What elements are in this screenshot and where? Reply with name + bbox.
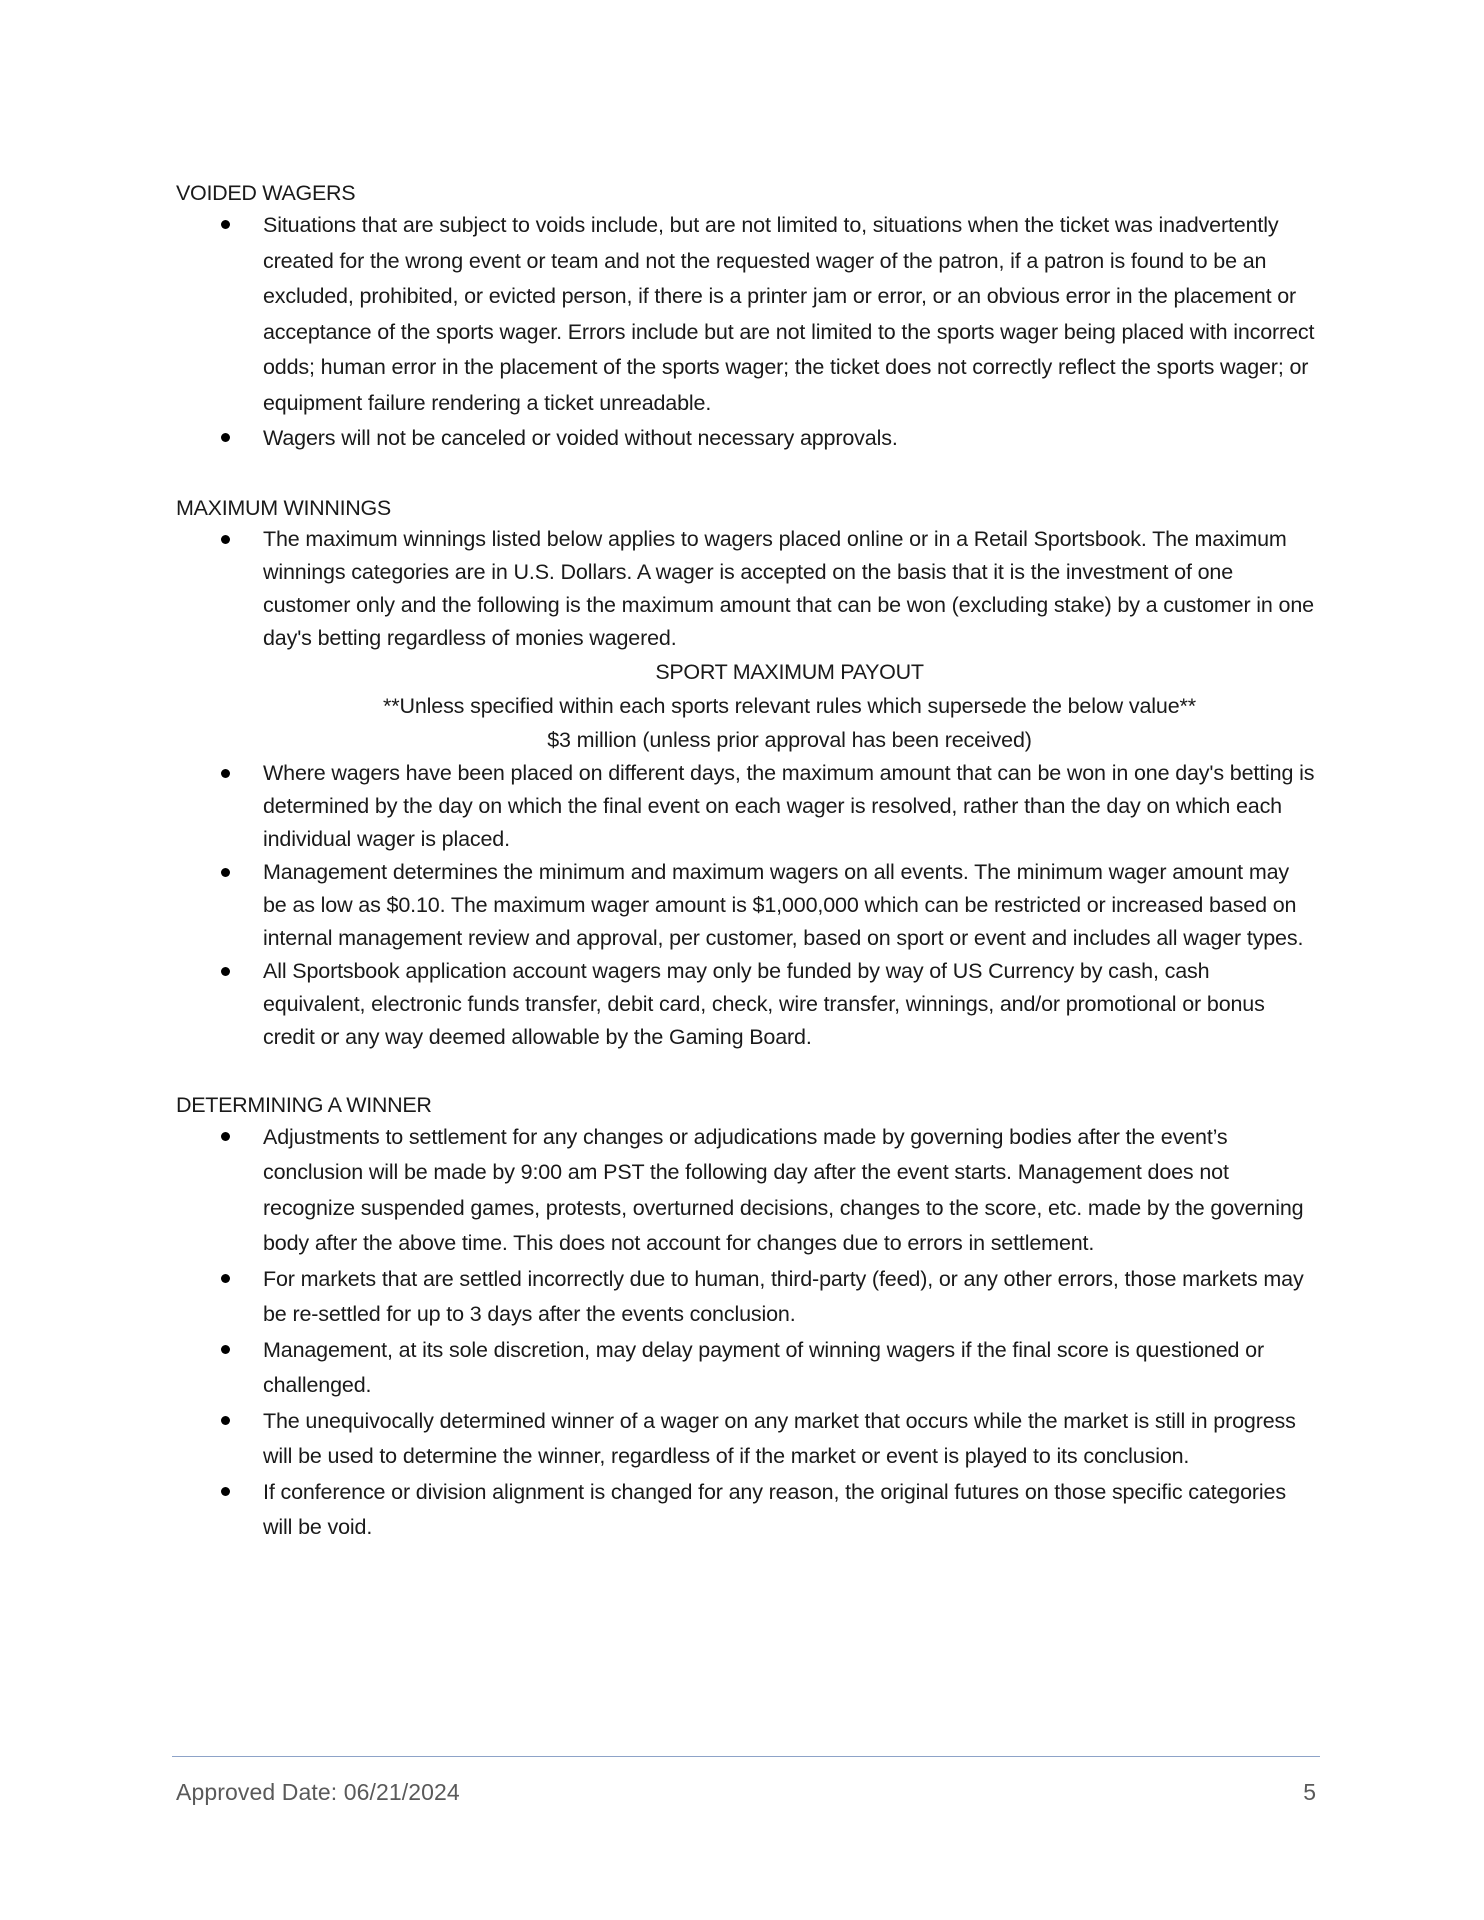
section-heading: VOIDED WAGERS (176, 181, 356, 205)
bullet-text: The maximum winnings listed below applies to wagers placed online or in a Retail Sportsbook. The maximum winnings categories are in U.S. Dollars. A wager is accepted on the basis that it is the investment of one customer only and the following is the maximum amount that can be won (excluding stake) by a customer in one day's betting regardless of monies wagered. (263, 526, 1314, 650)
bullet-item (176, 421, 1316, 457)
bullet-text: Management determines the minimum and maximum wagers on all events. The minimum wager amount may be as low as $0.10. The maximum wager amount is $1,000,000 which can be restricted or increased based on internal management review and approval, per customer, based on sport or event and includes all wager types. (263, 859, 1304, 950)
bullet-item (176, 856, 1316, 955)
bullet-icon (221, 1416, 230, 1425)
bullet-text: Management, at its sole discretion, may delay payment of winning wagers if the final score is questioned or challenged. (263, 1337, 1264, 1397)
bullet-item (176, 1404, 1316, 1475)
section-heading: MAXIMUM WINNINGS (176, 495, 391, 520)
section-determining-a-winner (176, 1090, 1316, 1546)
bullet-item (176, 523, 1316, 655)
bullet-text: The unequivocally determined winner of a wager on any market that occurs while the market is still in progress will be used to determine the winner, regardless of if the market or event is played to its conclusion. (263, 1408, 1296, 1468)
payout-note: **Unless specified within each sports relevant rules which supersede the below value** (383, 693, 1196, 718)
bullet-icon (221, 967, 230, 976)
bullet-item (176, 955, 1316, 1054)
bullet-item (176, 208, 1316, 421)
bullet-text: Wagers will not be canceled or voided without necessary approvals. (263, 426, 898, 450)
bullet-icon (221, 1274, 230, 1283)
bullet-text: For markets that are settled incorrectly due to human, third-party (feed), or any other errors, those markets may be re-settled for up to 3 days after the events conclusion. (263, 1266, 1304, 1326)
bullet-icon (221, 769, 230, 778)
footer-divider (172, 1756, 1320, 1757)
bullet-text: Adjustments to settlement for any changes or adjudications made by governing bodies after the event’s conclusion will be made by 9:00 am PST the following day after the event starts. Management does not recognize suspended games, protests, overturned decisions, changes to the score, etc. made by the governing body after the above time. This does not account for changes due to errors in settlement. (263, 1124, 1304, 1255)
bullet-item (176, 757, 1316, 856)
footer-page-number: 5 (1303, 1779, 1316, 1805)
section-heading: DETERMINING A WINNER (176, 1092, 432, 1117)
bullet-icon (221, 1345, 230, 1354)
page-content (176, 178, 1316, 1546)
bullet-text: If conference or division alignment is changed for any reason, the original futures on those specific categories will be void. (263, 1479, 1286, 1539)
bullet-text: Where wagers have been placed on different days, the maximum amount that can be won in one day's betting is determined by the day on which the final event on each wager is resolved, rather than the day on which each individual wager is placed. (263, 760, 1315, 851)
bullet-item (176, 1475, 1316, 1546)
bullet-item (176, 1120, 1316, 1262)
payout-value: $3 million (unless prior approval has been received) (547, 727, 1032, 752)
bullet-text: All Sportsbook application account wagers may only be funded by way of US Currency by cash, cash equivalent, electronic funds transfer, debit card, check, wire transfer, winnings, and/or promotional or bonus credit or any way deemed allowable by the Gaming Board. (263, 958, 1265, 1049)
bullet-icon (221, 1132, 230, 1141)
bullet-list (176, 208, 1316, 457)
section-maximum-winnings (176, 493, 1316, 1054)
bullet-icon (221, 868, 230, 877)
payout-title: SPORT MAXIMUM PAYOUT (655, 659, 924, 684)
bullet-icon (221, 1487, 230, 1496)
bullet-list (176, 523, 1316, 655)
section-voided-wagers (176, 178, 1316, 457)
footer-approved-date: Approved Date: 06/21/2024 (176, 1779, 460, 1805)
bullet-list (176, 757, 1316, 1054)
bullet-text: Situations that are subject to voids include, but are not limited to, situations when the ticket was inadvertently created for the wrong event or team and not the requested wager of the patron, if a patron is found to be an excluded, prohibited, or evicted person, if there is a printer jam or error, or an obvious error in the placement or acceptance of the sports wager. Errors include but are not limited to the sports wager being placed with incorrect odds; human error in the placement of the sports wager; the ticket does not correctly reflect the sports wager; or equipment failure rendering a ticket unreadable. (263, 213, 1315, 415)
bullet-list (176, 1120, 1316, 1546)
bullet-icon (221, 220, 230, 229)
bullet-icon (221, 433, 230, 442)
bullet-item (176, 1333, 1316, 1404)
bullet-icon (221, 535, 230, 544)
bullet-item (176, 1262, 1316, 1333)
